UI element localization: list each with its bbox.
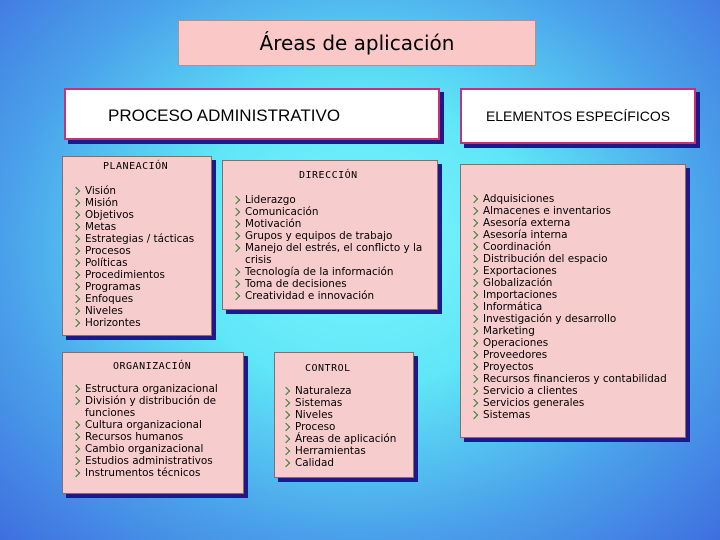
control-title: CONTROL <box>305 363 351 374</box>
list-item: División y distribución de funciones <box>73 395 241 419</box>
list-item: Enfoques <box>73 293 209 305</box>
list-item: Liderazgo <box>233 194 433 206</box>
list-item: Importaciones <box>471 289 685 301</box>
planeacion-title: PLANEACIÓN <box>103 161 169 172</box>
list-item: Estructura organizacional <box>73 383 241 395</box>
planeacion-panel <box>62 156 212 336</box>
list-item: Calidad <box>283 457 413 469</box>
list-item: Almacenes e inventarios <box>471 205 685 217</box>
list-item: Asesoría externa <box>471 217 685 229</box>
control-panel <box>274 352 414 478</box>
list-item: Herramientas <box>283 445 413 457</box>
list-item: Proveedores <box>471 349 685 361</box>
list-item: Visión <box>73 185 209 197</box>
list-item: Tecnología de la información <box>233 266 433 278</box>
list-item: Informática <box>471 301 685 313</box>
elementos-especificos-banner <box>460 88 696 144</box>
list-item: Estrategias / tácticas <box>73 233 209 245</box>
list-item: Cultura organizacional <box>73 419 241 431</box>
elementos-panel <box>460 164 686 438</box>
list-item: Creatividad e innovación <box>233 290 433 302</box>
slide-title-box <box>178 20 536 66</box>
organizacion-title: ORGANIZACIÓN <box>113 361 192 372</box>
list-item: Distribución del espacio <box>471 253 685 265</box>
list-item: Recursos humanos <box>73 431 241 443</box>
list-item: Recursos financieros y contabilidad <box>471 373 685 385</box>
list-item: Grupos y equipos de trabajo <box>233 230 433 242</box>
list-item: Marketing <box>471 325 685 337</box>
list-item: Niveles <box>73 305 209 317</box>
direccion-panel <box>222 160 438 310</box>
list-item: Cambio organizacional <box>73 443 241 455</box>
list-item: Investigación y desarrollo <box>471 313 685 325</box>
list-item: Adquisiciones <box>471 193 685 205</box>
list-item: Coordinación <box>471 241 685 253</box>
list-item: Horizontes <box>73 317 209 329</box>
list-item: Exportaciones <box>471 265 685 277</box>
list-item: Proyectos <box>471 361 685 373</box>
control-list <box>283 385 413 469</box>
list-item: Sistemas <box>471 409 685 421</box>
list-item: Manejo del estrés, el conflicto y la crisis <box>233 242 433 266</box>
list-item: Operaciones <box>471 337 685 349</box>
list-item: Sistemas <box>283 397 413 409</box>
list-item: Proceso <box>283 421 413 433</box>
organizacion-panel <box>62 352 244 494</box>
organizacion-list <box>73 383 241 479</box>
slide-title: Áreas de aplicación <box>259 31 455 55</box>
proceso-administrativo-banner <box>64 88 440 140</box>
list-item: Políticas <box>73 257 209 269</box>
direccion-title: DIRECCIÓN <box>299 170 358 181</box>
list-item: Servicio a clientes <box>471 385 685 397</box>
list-item: Misión <box>73 197 209 209</box>
list-item: Naturaleza <box>283 385 413 397</box>
elementos-list <box>471 193 685 421</box>
list-item: Instrumentos técnicos <box>73 467 241 479</box>
list-item: Toma de decisiones <box>233 278 433 290</box>
list-item: Procesos <box>73 245 209 257</box>
list-item: Asesoría interna <box>471 229 685 241</box>
planeacion-list <box>73 185 209 329</box>
list-item: Metas <box>73 221 209 233</box>
list-item: Programas <box>73 281 209 293</box>
list-item: Servicios generales <box>471 397 685 409</box>
list-item: Objetivos <box>73 209 209 221</box>
list-item: Estudios administrativos <box>73 455 241 467</box>
banner-right-label: ELEMENTOS ESPECÍFICOS <box>485 108 671 124</box>
banner-left-label: PROCESO ADMINISTRATIVO <box>108 106 341 125</box>
list-item: Áreas de aplicación <box>283 433 413 445</box>
list-item: Niveles <box>283 409 413 421</box>
direccion-list <box>233 194 433 302</box>
list-item: Comunicación <box>233 206 433 218</box>
list-item: Procedimientos <box>73 269 209 281</box>
list-item: Globalización <box>471 277 685 289</box>
list-item: Motivación <box>233 218 433 230</box>
